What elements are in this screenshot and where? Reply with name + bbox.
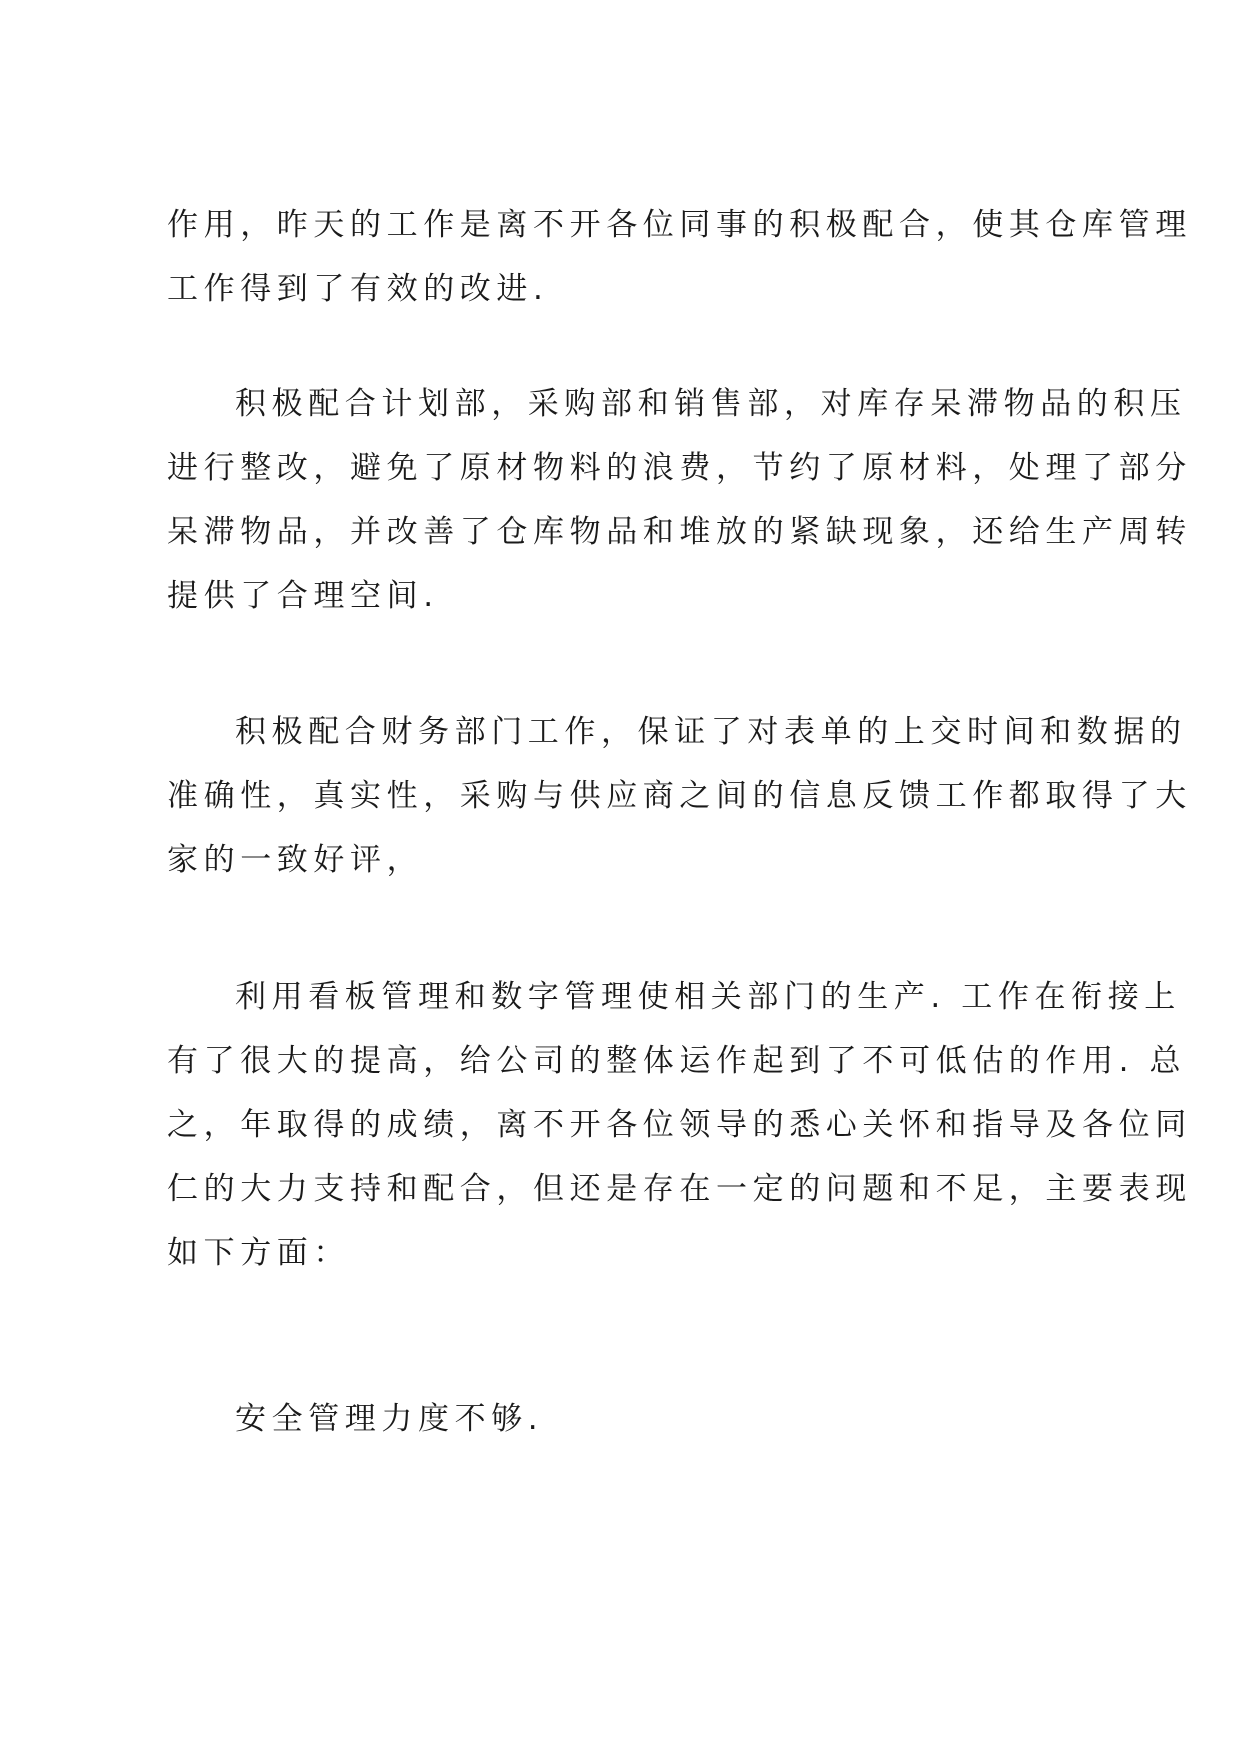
paragraph-2 [167, 372, 1192, 628]
paragraph-1 [167, 193, 1192, 321]
paragraph-3 [167, 700, 1192, 892]
paragraph-line: 作用，昨天的工作是离不开各位同事的积极配合，使其仓库管理 [167, 207, 1192, 243]
paragraph-line: 呆滞物品，并改善了仓库物品和堆放的紧缺现象，还给生产周转 [167, 514, 1192, 550]
paragraph-line: 工作得到了有效的改进. [167, 271, 549, 307]
paragraph-line: 有了很大的提高，给公司的整体运作起到了不可低估的作用. 总 [167, 1043, 1187, 1079]
paragraph-line: 家的一致好评， [167, 842, 424, 878]
paragraph-line: 安全管理力度不够. [235, 1401, 544, 1437]
paragraph-line: 利用看板管理和数字管理使相关部门的生产. 工作在衔接上 [235, 979, 1181, 1015]
paragraph-5 [167, 1387, 1092, 1451]
paragraph-line: 仁的大力支持和配合，但还是存在一定的问题和不足，主要表现 [167, 1171, 1192, 1207]
paragraph-line: 如下方面： [167, 1235, 350, 1271]
paragraph-line: 进行整改，避免了原材物料的浪费，节约了原材料，处理了部分 [167, 450, 1192, 486]
paragraph-line: 积极配合财务部门工作，保证了对表单的上交时间和数据的 [235, 714, 1187, 750]
paragraph-line: 准确性，真实性，采购与供应商之间的信息反馈工作都取得了大 [167, 778, 1192, 814]
paragraph-line: 积极配合计划部，采购部和销售部，对库存呆滞物品的积压 [235, 386, 1187, 422]
paragraph-line: 之，年取得的成绩，离不开各位领导的悉心关怀和指导及各位同 [167, 1107, 1192, 1143]
paragraph-line: 提供了合理空间. [167, 578, 439, 614]
paragraph-4 [167, 965, 1192, 1285]
